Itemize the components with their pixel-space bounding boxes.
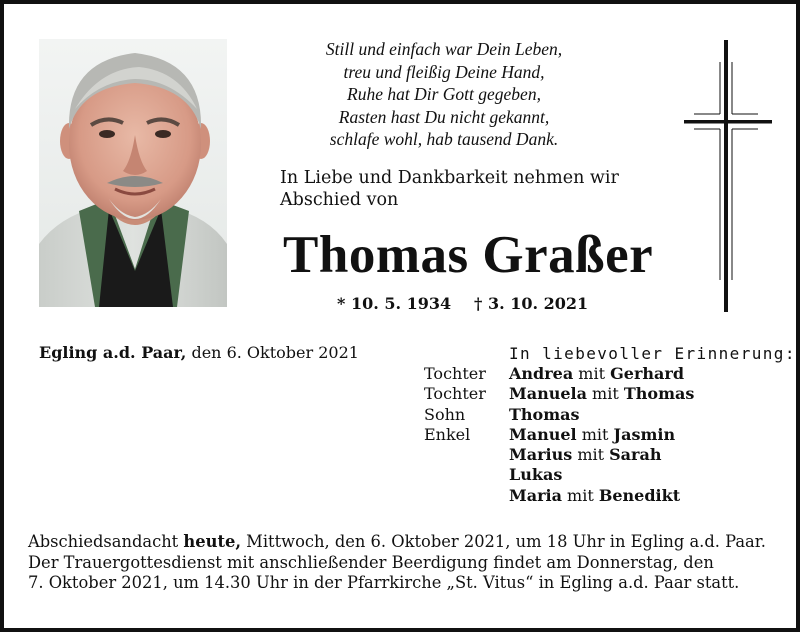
family-name: Maria [509,485,562,505]
family-name: Manuela [509,384,587,404]
portrait-photo [39,39,227,307]
poem-line: Rasten hast Du nicht gekannt, [338,106,550,127]
relation: Tochter [424,384,486,404]
place-date-text: den 6. Oktober 2021 [186,343,359,362]
family-row [424,445,694,465]
joiner: mit [572,445,610,465]
poem-line: Still und einfach war Dein Leben, [325,39,563,59]
family-name: Manuel [509,424,577,444]
relation [424,486,509,506]
service-details [28,532,766,594]
family-name: Andrea [509,364,574,383]
service-line: Der Trauergottesdienst mit anschließender Beerdigung findet am Donnerstag, den [28,552,714,572]
relation [424,445,509,465]
joiner: mit [576,424,614,444]
joiner: mit [573,364,611,383]
service-line [28,532,766,553]
family-name: Marius [509,445,573,465]
service-text: Abschiedsandacht [28,532,184,551]
joiner: mit [561,485,599,505]
intro-text [280,167,619,211]
portrait-illustration [39,39,227,307]
service-today: heute, [183,532,241,551]
poem-line: schlafe wohl, hab tausend Dank. [329,129,559,149]
cross-icon [684,40,772,312]
intro-line: Abschied von [280,190,399,210]
relation: Enkel [424,424,471,444]
place-town: Egling a.d. Paar, [39,343,187,362]
family-name: Lukas [509,465,563,485]
deceased-name: Thomas Graßer [283,226,654,284]
partner-name: Gerhard [610,364,684,383]
family-row [424,465,694,485]
service-line: 7. Oktober 2021, um 14.30 Uhr in der Pfarrkirche „St. Vitus“ in Egling a.d. Paar statt. [28,573,740,592]
intro-line: In Liebe und Dankbarkeit nehmen wir [280,168,619,188]
poem-line: Ruhe hat Dir Gott gegeben, [347,84,541,104]
memory-heading: In liebevoller Erinnerung: [509,344,796,363]
death-date: † 3. 10. 2021 [474,294,589,313]
joiner: mit [586,384,624,404]
family-row [424,425,694,445]
partner-name: Thomas [623,384,695,404]
service-text: Mittwoch, den 6. Oktober 2021, um 18 Uhr in Egling a.d. Paar. [241,532,766,551]
poem [294,38,594,151]
family-row [424,405,694,425]
family-list [424,364,694,506]
family-name: Thomas [509,404,580,424]
partner-name: Jasmin [613,424,676,444]
relation [424,465,509,485]
family-row [424,486,694,506]
poem-line: treu und fleißig Deine Hand, [343,61,545,82]
place-date [39,343,359,362]
partner-name: Sarah [609,445,662,465]
family-row [424,384,694,404]
partner-name: Benedikt [598,485,681,505]
birth-date: * 10. 5. 1934 [337,294,452,313]
family-row [424,364,694,384]
relation: Sohn [424,404,466,424]
relation: Tochter [424,364,486,383]
